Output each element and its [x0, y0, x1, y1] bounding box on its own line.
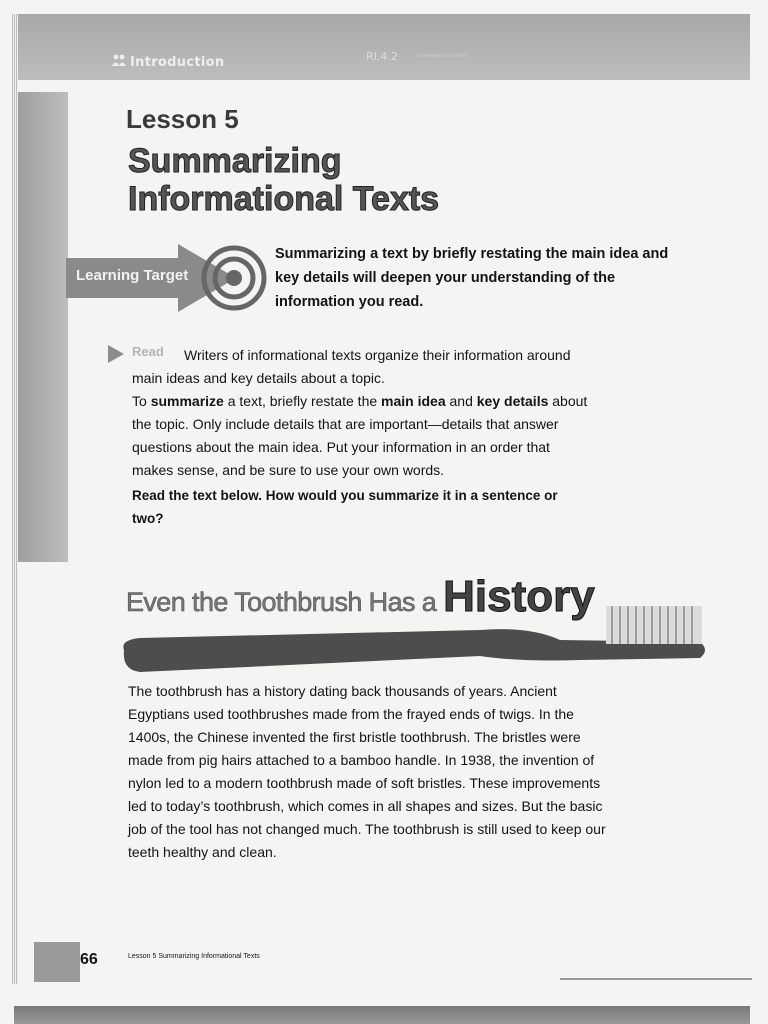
section-label — [112, 54, 224, 70]
next-page-edge — [14, 1006, 750, 1024]
lesson-title-line2: Informational Texts — [128, 180, 440, 218]
standard-code: RI.4.2 — [366, 50, 398, 63]
lesson-title — [128, 142, 439, 218]
read-paragraph-1: Writers of informational texts organize their information around main ideas and key details about a topic. — [132, 347, 571, 386]
learning-target-text: Summarizing a text by briefly restating the main idea and key details will deepen your understanding of the information you read. — [275, 246, 669, 310]
story-body: The toothbrush has a history dating back thousands of years. Ancient Egyptians used toothbrushes made from the frayed ends of twigs. In the 1400s, the Chinese invented the first bristle toothbrush. The bristles were made from pig hairs attached to a bamboo handle. In 1938, the invention of nylon led to a modern toothbrush made of soft bristles. These improvements led to today’s toothbrush, which comes in all shapes and sizes. But the basic job of the tool has not changed much. The toothbrush is still used to keep our teeth healthy and clean. — [128, 683, 606, 860]
read-paragraph-2 — [132, 390, 592, 482]
lesson-title-line1: Summarizing — [128, 142, 342, 180]
read-label: Read — [132, 344, 164, 359]
lesson-number: Lesson 5 — [126, 104, 239, 134]
page-number: 66 — [80, 951, 98, 968]
toothbrush-icon — [120, 600, 710, 682]
header-band — [18, 14, 750, 80]
read-arrow-icon — [108, 345, 124, 363]
p2-text-g: about the topic. Only include details that are important—details that answer questions about the main idea. Put your information in an order that makes sense, and be sure to use your own words. — [132, 393, 588, 478]
footer-text: Lesson 5 Summarizing Informational Texts — [128, 953, 260, 960]
read-prompt: Read the text below. How would you summarize it in a sentence or two? — [132, 488, 558, 526]
story-title-history: History — [443, 572, 595, 621]
learning-target-label: Learning Target — [76, 267, 189, 284]
footer-rule — [560, 978, 752, 980]
term-key-details: key details — [476, 393, 549, 409]
p2-text-a: To — [132, 393, 151, 409]
p2-text-e: and — [445, 393, 477, 409]
term-summarize: summarize — [150, 393, 224, 409]
p2-text-c: a text, briefly restate the — [223, 393, 382, 409]
term-main-idea: main idea — [381, 393, 446, 409]
footer-page-tab — [34, 942, 80, 982]
side-bar — [18, 92, 68, 562]
standard-description: summarize the text — [418, 53, 467, 59]
story-title-pre: Even the Toothbrush Has a — [126, 587, 444, 617]
people-icon — [112, 54, 126, 70]
section-label-text: Introduction — [130, 55, 225, 70]
